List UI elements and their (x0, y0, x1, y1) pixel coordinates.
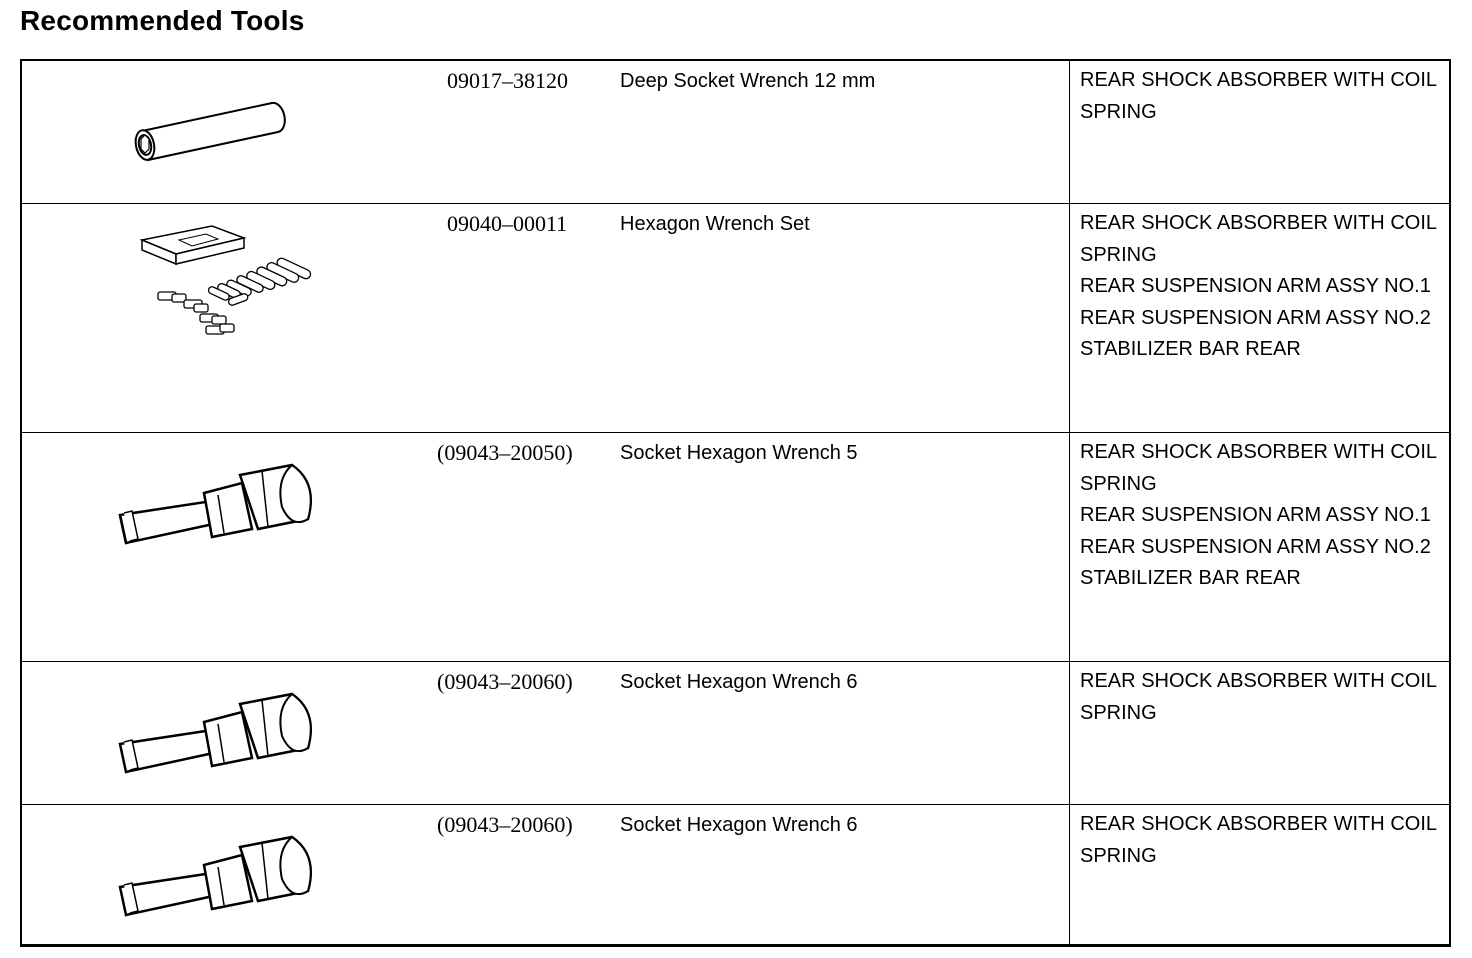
part-number: 09017–38120 (447, 68, 568, 93)
component-item: STABILIZER BAR REAR (1080, 567, 1301, 590)
component-item: REAR SHOCK ABSORBER WITH COIL SPRING (1080, 69, 1437, 123)
hexagon-wrench-set-icon (134, 220, 364, 340)
component-item: REAR SUSPENSION ARM ASSY NO.1 (1080, 504, 1431, 527)
component-item: STABILIZER BAR REAR (1080, 338, 1301, 361)
part-number: 09040–00011 (447, 211, 568, 236)
socket-hexagon-wrench-icon (112, 453, 322, 563)
table-row (22, 805, 1449, 946)
part-number: (09043–20050) (437, 440, 573, 465)
table-row (22, 433, 1449, 661)
socket-hexagon-wrench-icon (112, 682, 322, 792)
component-item: REAR SUSPENSION ARM ASSY NO.2 (1080, 535, 1431, 558)
table-row (22, 204, 1449, 432)
applicable-components (1080, 809, 1437, 872)
component-item: REAR SUSPENSION ARM ASSY NO.2 (1080, 306, 1431, 329)
tool-name: Hexagon Wrench Set (620, 213, 810, 235)
tool-name: Deep Socket Wrench 12 mm (620, 70, 876, 92)
deep-socket-icon (122, 89, 302, 169)
tools-table (20, 59, 1451, 947)
component-item: REAR SHOCK ABSORBER WITH COIL SPRING (1080, 670, 1437, 724)
socket-hexagon-wrench-icon (112, 825, 322, 935)
component-item: REAR SHOCK ABSORBER WITH COIL SPRING (1080, 441, 1437, 495)
applicable-components (1080, 666, 1437, 729)
applicable-components (1080, 208, 1437, 366)
part-number: (09043–20060) (437, 669, 573, 694)
component-item: REAR SHOCK ABSORBER WITH COIL SPRING (1080, 813, 1437, 867)
applicable-components (1080, 437, 1437, 595)
tool-name: Socket Hexagon Wrench 5 (620, 442, 858, 464)
table-row (22, 61, 1449, 203)
page-title: Recommended Tools (20, 5, 305, 36)
tool-name: Socket Hexagon Wrench 6 (620, 814, 858, 836)
part-number: (09043–20060) (437, 812, 573, 837)
table-row (22, 662, 1449, 804)
component-item: REAR SUSPENSION ARM ASSY NO.1 (1080, 275, 1431, 298)
component-item: REAR SHOCK ABSORBER WITH COIL SPRING (1080, 212, 1437, 266)
tool-name: Socket Hexagon Wrench 6 (620, 671, 858, 693)
applicable-components (1080, 65, 1437, 128)
